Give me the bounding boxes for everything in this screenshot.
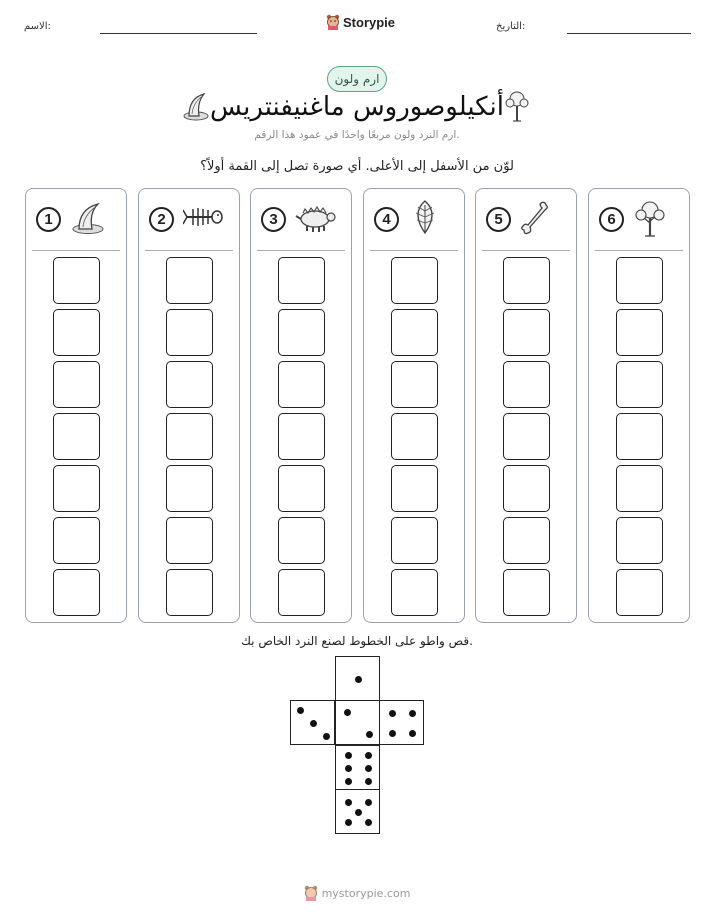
color-square[interactable] xyxy=(503,465,550,512)
color-square[interactable] xyxy=(166,309,213,356)
name-line[interactable] xyxy=(100,33,257,34)
column-divider xyxy=(370,250,458,251)
color-square[interactable] xyxy=(278,361,325,408)
dice-pip xyxy=(389,730,396,737)
color-square[interactable] xyxy=(503,517,550,564)
leaf-icon xyxy=(408,199,442,239)
activity-badge: ارم ولون xyxy=(327,66,387,92)
dice-pip xyxy=(389,710,396,717)
logo-text: Storypie xyxy=(343,14,396,30)
color-square[interactable] xyxy=(278,517,325,564)
dice-face xyxy=(290,700,335,745)
dice-pip xyxy=(409,730,416,737)
color-square[interactable] xyxy=(616,413,663,460)
dice-face xyxy=(335,789,380,834)
column-divider xyxy=(257,250,345,251)
color-square[interactable] xyxy=(616,257,663,304)
cut-instruction: قص واطو على الخطوط لصنع النرد الخاص بك. xyxy=(241,634,473,648)
column-header xyxy=(251,199,351,245)
dice-pip xyxy=(344,709,351,716)
dice-pip xyxy=(345,778,352,785)
color-square[interactable] xyxy=(278,257,325,304)
dice-pip xyxy=(345,752,352,759)
color-square[interactable] xyxy=(53,569,100,616)
color-square[interactable] xyxy=(391,361,438,408)
name-label: الاسم: xyxy=(24,21,51,32)
color-square[interactable] xyxy=(616,569,663,616)
dice-face xyxy=(379,700,424,745)
column-number: 5 xyxy=(486,207,511,232)
color-square[interactable] xyxy=(503,413,550,460)
column-divider xyxy=(32,250,120,251)
dice-pip xyxy=(365,752,372,759)
bone-icon xyxy=(520,199,550,241)
column-2 xyxy=(138,188,240,623)
color-square[interactable] xyxy=(391,465,438,512)
dice-face xyxy=(335,745,380,790)
shell-icon xyxy=(70,199,106,239)
color-square[interactable] xyxy=(166,569,213,616)
dice-pip xyxy=(409,710,416,717)
color-square[interactable] xyxy=(166,361,213,408)
column-header xyxy=(26,199,126,245)
page-title: أنكيلوصوروس ماغنيفنتريس xyxy=(209,92,505,122)
date-line[interactable] xyxy=(567,33,691,34)
dice-pip xyxy=(323,733,330,740)
column-1 xyxy=(25,188,127,623)
column-6 xyxy=(588,188,690,623)
storypie-logo xyxy=(326,14,395,30)
dice-face xyxy=(335,700,380,745)
column-number: 3 xyxy=(261,207,286,232)
fish-bone-icon xyxy=(183,199,223,239)
dice-pip xyxy=(365,765,372,772)
dice-pip xyxy=(297,707,304,714)
column-5 xyxy=(475,188,577,623)
column-number: 2 xyxy=(149,207,174,232)
color-square[interactable] xyxy=(503,569,550,616)
column-number: 4 xyxy=(374,207,399,232)
color-square[interactable] xyxy=(53,361,100,408)
dice-pip xyxy=(366,731,373,738)
bear-logo-icon xyxy=(304,885,318,901)
color-square[interactable] xyxy=(166,257,213,304)
column-header xyxy=(139,199,239,245)
column-header xyxy=(364,199,464,245)
color-square[interactable] xyxy=(53,257,100,304)
dice-pip xyxy=(310,720,317,727)
color-square[interactable] xyxy=(166,413,213,460)
ankylosaurus-icon xyxy=(295,199,337,239)
column-4 xyxy=(363,188,465,623)
footer xyxy=(0,885,714,901)
column-3 xyxy=(250,188,352,623)
column-number: 1 xyxy=(36,207,61,232)
dice-pip xyxy=(365,799,372,806)
color-square[interactable] xyxy=(278,465,325,512)
color-square[interactable] xyxy=(616,517,663,564)
color-square[interactable] xyxy=(391,569,438,616)
column-number: 6 xyxy=(599,207,624,232)
dice-pip xyxy=(355,676,362,683)
color-square[interactable] xyxy=(53,309,100,356)
bear-logo-icon xyxy=(326,14,340,30)
column-divider xyxy=(482,250,570,251)
color-square[interactable] xyxy=(391,309,438,356)
color-square[interactable] xyxy=(391,517,438,564)
column-divider xyxy=(595,250,683,251)
color-square[interactable] xyxy=(503,257,550,304)
color-square[interactable] xyxy=(166,517,213,564)
tree-icon xyxy=(504,90,530,122)
color-square[interactable] xyxy=(391,413,438,460)
dice-face xyxy=(335,656,380,701)
color-square[interactable] xyxy=(503,309,550,356)
color-square[interactable] xyxy=(391,257,438,304)
color-square[interactable] xyxy=(278,309,325,356)
dice-pip xyxy=(365,819,372,826)
dice-pip xyxy=(345,819,352,826)
dice-pip xyxy=(365,778,372,785)
color-square[interactable] xyxy=(616,465,663,512)
dice-pip xyxy=(345,765,352,772)
color-square[interactable] xyxy=(616,309,663,356)
color-square[interactable] xyxy=(53,517,100,564)
footer-url[interactable]: mystorypie.com xyxy=(321,886,411,900)
column-header xyxy=(476,199,576,245)
tree-icon xyxy=(633,199,667,241)
instruction: لوّن من الأسفل إلى الأعلى. أي صورة تصل إلى القمة أولاً؟ xyxy=(200,159,514,174)
date-label: التاريخ: xyxy=(496,21,526,32)
color-square[interactable] xyxy=(166,465,213,512)
color-square[interactable] xyxy=(503,361,550,408)
dice-pip xyxy=(345,799,352,806)
color-square[interactable] xyxy=(616,361,663,408)
color-square[interactable] xyxy=(278,569,325,616)
dice-pip xyxy=(355,809,362,816)
subtitle: ارم النرد ولون مربعًا واحدًا في عمود هذا الرقم. xyxy=(254,129,460,141)
color-square[interactable] xyxy=(53,413,100,460)
color-square[interactable] xyxy=(278,413,325,460)
color-square[interactable] xyxy=(53,465,100,512)
column-header xyxy=(589,199,689,245)
column-divider xyxy=(145,250,233,251)
